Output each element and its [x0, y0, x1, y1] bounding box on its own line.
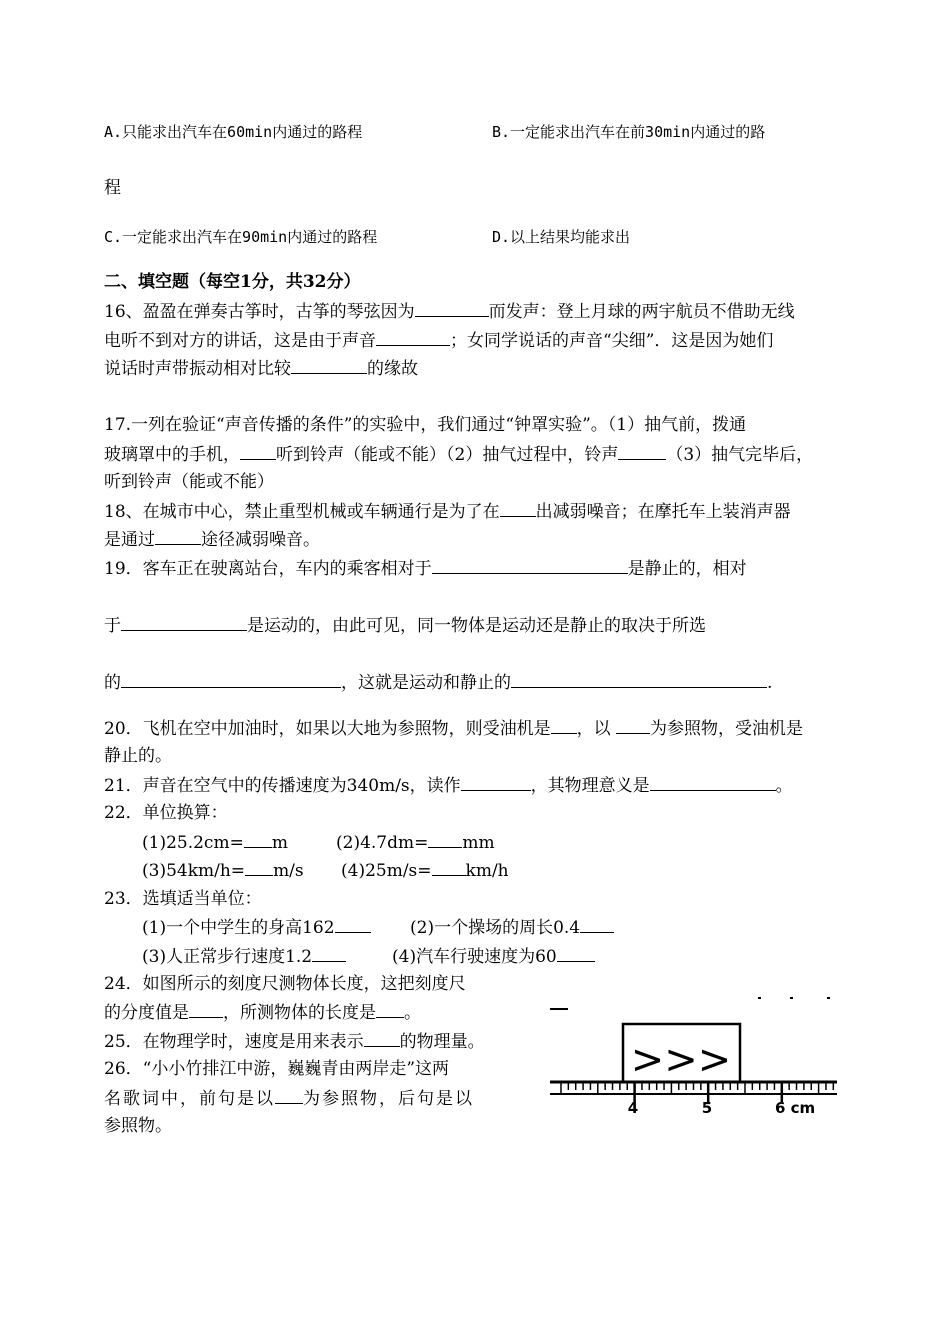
q18-text: 途径减弱噪音。 — [201, 530, 320, 550]
q23-item-3 — [142, 944, 346, 969]
blank — [240, 442, 276, 460]
blank — [432, 556, 628, 574]
q25-text: 的物理量。 — [399, 1032, 485, 1052]
q21-text: 21．声音在空气中的传播速度为340m/s，读作 — [104, 776, 461, 796]
q22-title: 22．单位换算： — [104, 803, 228, 823]
q18-line-1 — [104, 499, 791, 524]
blank — [461, 773, 531, 791]
blank — [618, 442, 666, 460]
blank — [244, 830, 272, 848]
q18-text: 是通过 — [104, 530, 155, 550]
option-a: A.只能求出汽车在60min内通过的路程 — [104, 123, 363, 141]
q19-text: 是运动的，由此可见，同一物体是运动还是静止的取决于所选 — [247, 616, 706, 636]
blank — [511, 670, 767, 688]
q16-text: 而发声：登上月球的两宇航员不借助无线 — [488, 302, 795, 322]
q18-text: 18、在城市中心，禁止重型机械或车辆通行是为了在 — [104, 502, 500, 522]
q22-text: (2)4.7dm= — [336, 833, 429, 853]
q23-item-2 — [410, 915, 614, 940]
tick-label-4: 4 — [627, 1099, 639, 1117]
blank — [376, 1000, 404, 1018]
blank — [121, 670, 341, 688]
q25-line — [104, 1029, 485, 1054]
q20-line-1 — [104, 716, 803, 741]
q23-text: (3)人正常步行速度1.2 — [142, 947, 313, 967]
q23-text: (1)一个中学生的身高162 — [142, 918, 335, 938]
q20-text: ，以 — [576, 719, 617, 739]
blank — [275, 1086, 303, 1104]
option-d: D.以上结果均能求出 — [492, 228, 631, 246]
q23-text: (2)一个操场的周长0.4 — [410, 918, 581, 938]
blank — [312, 944, 346, 962]
q16-text: 的缘故 — [367, 359, 418, 379]
q26-line-2 — [104, 1086, 474, 1111]
q21-text: ，其物理意义是 — [530, 776, 650, 796]
blank — [121, 613, 247, 631]
blank — [376, 328, 450, 346]
blank — [500, 499, 536, 517]
q24-text: ，所测物体的长度是 — [223, 1003, 376, 1023]
blank — [189, 1000, 223, 1018]
q22-text: m/s — [273, 861, 304, 881]
q18-line-2 — [104, 527, 320, 552]
blank — [650, 773, 776, 791]
q18-text: 出减弱噪音；在摩托车上装消声器 — [535, 502, 791, 522]
ruler-figure — [545, 990, 855, 1130]
q19-line-1 — [104, 556, 747, 581]
q19-line-2 — [104, 613, 706, 638]
q19-line-3 — [104, 670, 772, 695]
option-b-continued: 程 — [104, 178, 121, 198]
q19-text: 19．客车正在驶离站台，车内的乘客相对于 — [104, 559, 432, 579]
speck — [790, 997, 793, 999]
blank — [291, 356, 367, 374]
q22-text: m — [271, 833, 288, 853]
q17-line-1: 17.一列在验证“声音传播的条件”的实验中，我们通过“钟罩实验”。（1）抽气前，拨通 — [104, 415, 747, 435]
speck — [827, 997, 830, 999]
q26-line-1: 26．“小小竹排江中游，巍巍青由两岸走”这两 — [104, 1059, 450, 1079]
q16-line-3 — [104, 356, 418, 381]
q19-text: 于 — [104, 616, 121, 636]
q16-text: 16、盈盈在弹奏古筝时，古筝的琴弦因为 — [104, 302, 415, 322]
q17-line-3: 听到铃声（能或不能） — [104, 472, 274, 492]
blank — [364, 1029, 400, 1047]
option-c: C.一定能求出汽车在90min内通过的路程 — [104, 228, 378, 246]
q22-text: (4)25m/s= — [341, 861, 432, 881]
blank — [415, 299, 489, 317]
q23-item-4 — [392, 944, 595, 969]
q19-text: ，这就是运动和静止的 — [341, 673, 511, 693]
q21-text: 。 — [775, 776, 793, 796]
q22-item-1 — [142, 830, 288, 855]
q23-text: (4)汽车行驶速度为60 — [392, 947, 557, 967]
blank — [428, 830, 462, 848]
q20-text: 为参照物，受油机是 — [650, 719, 804, 739]
blank — [580, 915, 614, 933]
q16-line-1 — [104, 299, 795, 324]
blank — [335, 915, 371, 933]
q16-text: 电听不到对方的讲话，这是由于声音 — [104, 331, 376, 351]
blank — [432, 858, 466, 876]
q24-text: 的分度值是 — [104, 1003, 189, 1023]
tick-label-6: 6 cm — [775, 1099, 816, 1117]
q22-text: (3)54km/h= — [142, 861, 246, 881]
blank — [557, 944, 595, 962]
q22-item-2 — [336, 830, 495, 855]
blank — [245, 858, 273, 876]
q20-line-2: 静止的。 — [104, 746, 172, 766]
q22-text: (1)25.2cm= — [142, 833, 244, 853]
q24-line-2 — [104, 1000, 421, 1025]
q25-text: 25．在物理学时，速度是用来表示 — [104, 1032, 364, 1052]
q19-text: 的 — [104, 673, 121, 693]
q17-line-2 — [104, 442, 813, 467]
q19-text: 是静止的，相对 — [627, 559, 747, 579]
blank — [551, 716, 577, 734]
speck — [550, 1008, 568, 1010]
q24-text: 。 — [404, 1003, 421, 1023]
q24-line-1: 24．如图所示的刻度尺测物体长度，这把刻度尺 — [104, 974, 466, 994]
object-symbol: >>> — [630, 1037, 732, 1083]
section-title: 二、填空题（每空1分，共32分） — [104, 272, 361, 292]
option-b: B.一定能求出汽车在前30min内通过的路 — [492, 123, 766, 141]
q22-item-3 — [142, 858, 304, 883]
q23-item-1 — [142, 915, 371, 940]
q22-item-4 — [341, 858, 509, 883]
q20-text: 20．飞机在空中加油时，如果以大地为参照物，则受油机是 — [104, 719, 551, 739]
q16-text: ；女同学说话的声音“尖细”．这是因为她们 — [450, 331, 774, 351]
q21-line — [104, 773, 793, 798]
q17-text: 玻璃罩中的手机， — [104, 445, 240, 465]
q17-text: （3）抽气完毕后， — [666, 445, 814, 465]
q16-text: 说话时声带振动相对比较 — [104, 359, 291, 379]
q23-title: 23．选填适当单位： — [104, 889, 262, 909]
q26-text: 名歌词中，前句是以 — [104, 1089, 275, 1109]
q26-line-3: 参照物。 — [104, 1116, 172, 1136]
speck — [758, 997, 761, 999]
blank — [616, 716, 650, 734]
q26-text: 为参照物，后句是以 — [303, 1089, 474, 1109]
q19-text: . — [767, 673, 773, 693]
q22-text: km/h — [465, 861, 509, 881]
blank — [155, 527, 201, 545]
q16-line-2 — [104, 328, 773, 353]
tick-label-5: 5 — [701, 1099, 713, 1117]
q17-text: 听到铃声（能或不能）（2）抽气过程中，铃声 — [276, 445, 619, 465]
q22-text: mm — [462, 833, 495, 853]
